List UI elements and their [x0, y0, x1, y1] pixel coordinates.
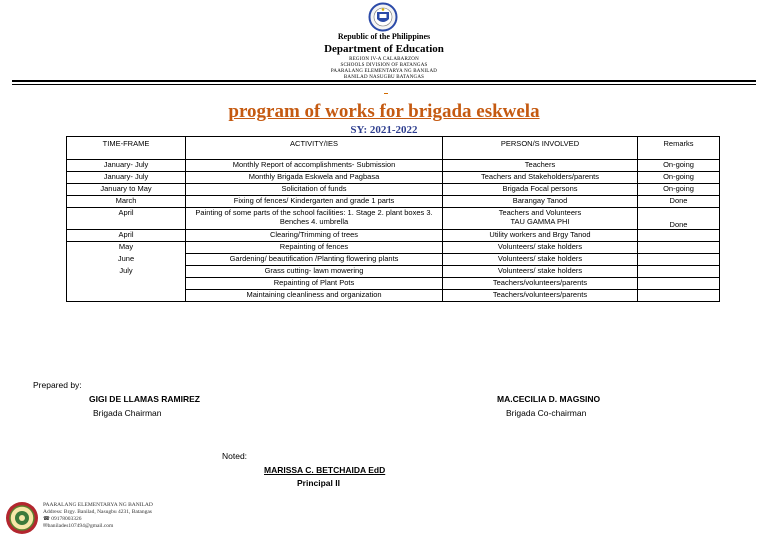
cell-time: January- July — [67, 172, 186, 184]
cell-remarks — [638, 266, 720, 278]
cell-activity: Monthly Report of accomplishments- Submission — [186, 160, 443, 172]
cell-remarks: On-going — [638, 172, 720, 184]
cell-time: April — [67, 208, 186, 230]
cell-remarks — [638, 230, 720, 242]
deped-seal-logo — [366, 2, 400, 32]
school-label: PAARALANG ELEMENTARYA NG BANILAD — [330, 69, 438, 74]
school-address-label: BANILAD NASUGBU BATANGAS — [343, 75, 425, 80]
table-row — [67, 196, 720, 208]
footer-address: Address: Brgy. Banilad, Nasugbu 4231, Batangas — [43, 509, 152, 515]
prepared-by-label: Prepared by: — [33, 380, 82, 390]
footer-phone-row — [43, 516, 81, 523]
col-header-remarks: Remarks — [638, 137, 720, 160]
cell-person — [443, 208, 638, 230]
cell-person: Teachers — [443, 160, 638, 172]
cell-activity: Fixing of fences/ Kindergarten and grade 1 parts — [186, 196, 443, 208]
program-of-works-table — [66, 136, 720, 302]
table-row — [67, 160, 720, 172]
col-header-time-frame: TIME-FRAME — [67, 137, 186, 160]
footer-school-name: PAARALANG ELEMENTARYA NG BANILAD — [43, 502, 153, 508]
principal-name: MARISSA C. BETCHAIDA EdD — [264, 465, 386, 475]
cell-time — [67, 290, 186, 302]
cell-time: March — [67, 196, 186, 208]
table-row — [67, 184, 720, 196]
cell-remarks — [638, 254, 720, 266]
table-row — [67, 230, 720, 242]
cell-remarks — [638, 290, 720, 302]
cell-remarks: On-going — [638, 160, 720, 172]
document-title: program of works for brigada eskwela — [228, 101, 540, 122]
cell-activity: Gardening/ beautification /Planting flowering plants — [186, 254, 443, 266]
table-row — [67, 290, 720, 302]
cochairman-title: Brigada Co-chairman — [506, 408, 587, 418]
cell-person-line2: TAU GAMMA PHI — [510, 217, 570, 226]
cell-person-line1: Teachers and Volunteers — [498, 208, 582, 217]
cell-time: July — [67, 266, 186, 278]
republic-label: Republic of the Philippines — [337, 32, 431, 41]
cell-time: May — [67, 242, 186, 254]
cell-remarks: Done — [638, 196, 720, 208]
cell-person: Teachers/volunteers/parents — [443, 278, 638, 290]
cell-person: Brigada Focal persons — [443, 184, 638, 196]
cell-person: Teachers/volunteers/parents — [443, 290, 638, 302]
school-seal-logo — [5, 501, 39, 535]
table-row — [67, 278, 720, 290]
email-icon: ✉ — [43, 523, 48, 529]
principal-title: Principal II — [297, 478, 340, 488]
table-row — [67, 242, 720, 254]
header-rule-thin — [12, 84, 756, 85]
cell-activity: Grass cutting- lawn mowering — [186, 266, 443, 278]
chairman-name: GIGI DE LLAMAS RAMIREZ — [89, 394, 200, 404]
table-row — [67, 266, 720, 278]
cell-time: January to May — [67, 184, 186, 196]
cochairman-name: MA.CECILIA D. MAGSINO — [497, 394, 601, 404]
footer-phone: 09178003326 — [51, 516, 82, 522]
cell-person: Utility workers and Brgy Tanod — [443, 230, 638, 242]
region-label: REGION IV-A CALABARZON — [349, 57, 419, 62]
division-label: SCHOOLS DIVISION OF BATANGAS — [340, 63, 428, 68]
cell-activity: Solicitation of funds — [186, 184, 443, 196]
cell-activity: Repainting of fences — [186, 242, 443, 254]
cell-person: Teachers and Stakeholders/parents — [443, 172, 638, 184]
chairman-title: Brigada Chairman — [93, 408, 162, 418]
col-header-activity: ACTIVITY/IES — [186, 137, 443, 160]
cell-activity: Painting of some parts of the school facilities: 1. Stage 2. plant boxes 3. Benches 4. umbrella — [186, 208, 443, 230]
cell-remarks: On-going — [638, 184, 720, 196]
cell-person: Volunteers/ stake holders — [443, 242, 638, 254]
decorative-dash — [384, 93, 388, 94]
cell-activity: Clearing/Trimming of trees — [186, 230, 443, 242]
cell-activity: Monthly Brigada Eskwela and Pagbasa — [186, 172, 443, 184]
cell-activity: Repainting of Plant Pots — [186, 278, 443, 290]
cell-remarks — [638, 278, 720, 290]
cell-person: Volunteers/ stake holders — [443, 266, 638, 278]
school-year: SY: 2021-2022 — [350, 124, 418, 136]
table-row — [67, 208, 720, 230]
footer-email: banilades107494@gmail.com — [47, 523, 114, 529]
col-header-persons: PERSON/S INVOLVED — [443, 137, 638, 160]
cell-time: April — [67, 230, 186, 242]
cell-time: June — [67, 254, 186, 266]
cell-person: Volunteers/ stake holders — [443, 254, 638, 266]
header-rule-thick — [12, 80, 756, 82]
cell-remarks: Done — [638, 208, 720, 230]
department-label: Department of Education — [324, 43, 444, 55]
cell-activity: Maintaining cleanliness and organization — [186, 290, 443, 302]
cell-remarks — [638, 242, 720, 254]
cell-time — [67, 278, 186, 290]
noted-label: Noted: — [222, 451, 248, 461]
phone-icon: ☎ — [43, 516, 52, 522]
table-header-row — [67, 137, 720, 160]
footer-email-row — [43, 523, 113, 530]
cell-person: Barangay Tanod — [443, 196, 638, 208]
table-row — [67, 172, 720, 184]
cell-time: January- July — [67, 160, 186, 172]
table-row — [67, 254, 720, 266]
